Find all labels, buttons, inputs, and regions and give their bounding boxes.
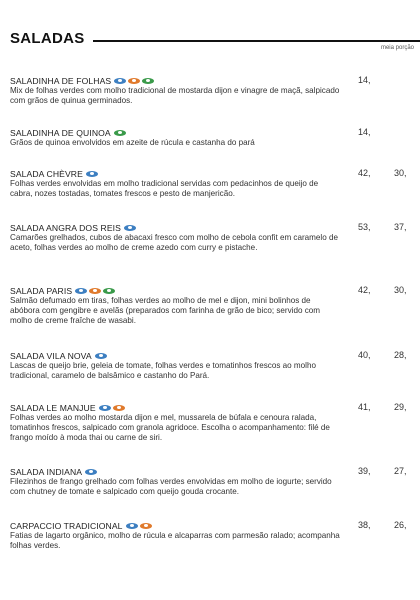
green-diet-icon bbox=[103, 288, 115, 294]
menu-item bbox=[10, 350, 420, 381]
menu-item bbox=[10, 402, 420, 443]
orange-diet-icon bbox=[128, 78, 140, 84]
item-name-text: SALADA INDIANA bbox=[10, 466, 83, 477]
menu-item bbox=[10, 222, 420, 253]
item-description: Filezinhos de frango grelhado com folhas verdes envolvidas em molho de iogurte; servido com chutney de tomate e salpicado com queijo gouda crocante. bbox=[10, 477, 332, 496]
item-price: 38, bbox=[358, 520, 371, 530]
diet-badges bbox=[114, 78, 154, 84]
item-price: 14, bbox=[358, 75, 371, 85]
section-header bbox=[10, 30, 420, 54]
item-description: Folhas verdes envolvidas em molho tradicional servidas com pedacinhos de queijo de cabra, nozes tostadas, tomates frescos e pesto de manjericão. bbox=[10, 179, 319, 198]
blue-diet-icon bbox=[85, 469, 97, 475]
item-price: 40, bbox=[358, 350, 371, 360]
blue-diet-icon bbox=[86, 171, 98, 177]
menu-item bbox=[10, 285, 420, 326]
orange-diet-icon bbox=[113, 405, 125, 411]
item-name-text: SALADA PARIS bbox=[10, 285, 73, 296]
item-name-text: SALADINHA DE FOLHAS bbox=[10, 75, 112, 86]
item-name-text: SALADA CHÈVRE bbox=[10, 168, 83, 179]
menu-item bbox=[10, 127, 420, 148]
item-price: 39, bbox=[358, 466, 371, 476]
item-price: 42, bbox=[358, 285, 371, 295]
item-half-price: 28, bbox=[394, 350, 407, 360]
item-price: 41, bbox=[358, 402, 371, 412]
item-description: Salmão defumado em tiras, folhas verdes ao molho de mel e dijon, mini bolinhos de abóbora com gengibre e avelãs (preparados com farinha de grão de bico; servido com molho de creme fraîche de wasabi. bbox=[10, 296, 320, 325]
item-description: Fatias de lagarto orgânico, molho de rúcula e alcaparras com parmesão ralado; acompanha folhas verdes. bbox=[10, 531, 340, 550]
item-price: 14, bbox=[358, 127, 371, 137]
orange-diet-icon bbox=[140, 523, 152, 529]
blue-diet-icon bbox=[95, 353, 107, 359]
blue-diet-icon bbox=[126, 523, 138, 529]
diet-badges bbox=[124, 225, 136, 231]
item-description: Grãos de quinoa envolvidos em azeite de rúcula e castanha do pará bbox=[10, 138, 255, 147]
item-half-price: 29, bbox=[394, 402, 407, 412]
item-half-price: 30, bbox=[394, 168, 407, 178]
item-name-text: SALADINHA DE QUINOA bbox=[10, 127, 111, 138]
item-half-price: 26, bbox=[394, 520, 407, 530]
item-price: 53, bbox=[358, 222, 371, 232]
item-name-text: CARPACCIO TRADICIONAL bbox=[10, 520, 123, 531]
item-name-text: SALADA VILA NOVA bbox=[10, 350, 92, 361]
menu-item bbox=[10, 168, 420, 199]
diet-badges bbox=[95, 353, 107, 359]
blue-diet-icon bbox=[124, 225, 136, 231]
item-name-text: SALADA LE MANJUE bbox=[10, 402, 96, 413]
blue-diet-icon bbox=[99, 405, 111, 411]
item-half-price: 27, bbox=[394, 466, 407, 476]
diet-badges bbox=[85, 469, 97, 475]
blue-diet-icon bbox=[75, 288, 87, 294]
diet-badges bbox=[86, 171, 98, 177]
blue-diet-icon bbox=[114, 78, 126, 84]
item-description: Lascas de queijo brie, geleia de tomate, folhas verdes e tomatinhos frescos ao molho tradicional, caramelo de balsâmico e castanho do Pará. bbox=[10, 361, 316, 380]
menu-item bbox=[10, 520, 420, 551]
diet-badges bbox=[126, 523, 152, 529]
menu-item bbox=[10, 75, 420, 106]
item-half-price: 37, bbox=[394, 222, 407, 232]
item-description: Mix de folhas verdes com molho tradicional de mostarda dijon e vinagre de maçã, salpicado com grãos de quinua germinados. bbox=[10, 86, 340, 105]
item-description: Folhas verdes ao molho mostarda dijon e mel, mussarela de búfala e cenoura ralada, tomatinhos frescos, salpicado com granola agridoce. Escolha o acompanhamento: filé de frango moído à moda thai ou carne de siri. bbox=[10, 413, 330, 442]
diet-badges bbox=[75, 288, 115, 294]
half-portion-label: meia porção bbox=[380, 45, 414, 51]
diet-badges bbox=[99, 405, 125, 411]
item-half-price: 30, bbox=[394, 285, 407, 295]
section-title: SALADAS bbox=[10, 30, 85, 47]
green-diet-icon bbox=[114, 130, 126, 136]
orange-diet-icon bbox=[89, 288, 101, 294]
menu-item bbox=[10, 466, 420, 497]
diet-badges bbox=[114, 130, 126, 136]
item-price: 42, bbox=[358, 168, 371, 178]
item-description: Camarões grelhados, cubos de abacaxi fresco com molho de cebola confit em caramelo de aceto, folhas verdes ao molho de creme azedo com curry e pistache. bbox=[10, 233, 338, 252]
green-diet-icon bbox=[142, 78, 154, 84]
item-name-text: SALADA ANGRA DOS REIS bbox=[10, 222, 121, 233]
title-rule bbox=[93, 40, 420, 42]
